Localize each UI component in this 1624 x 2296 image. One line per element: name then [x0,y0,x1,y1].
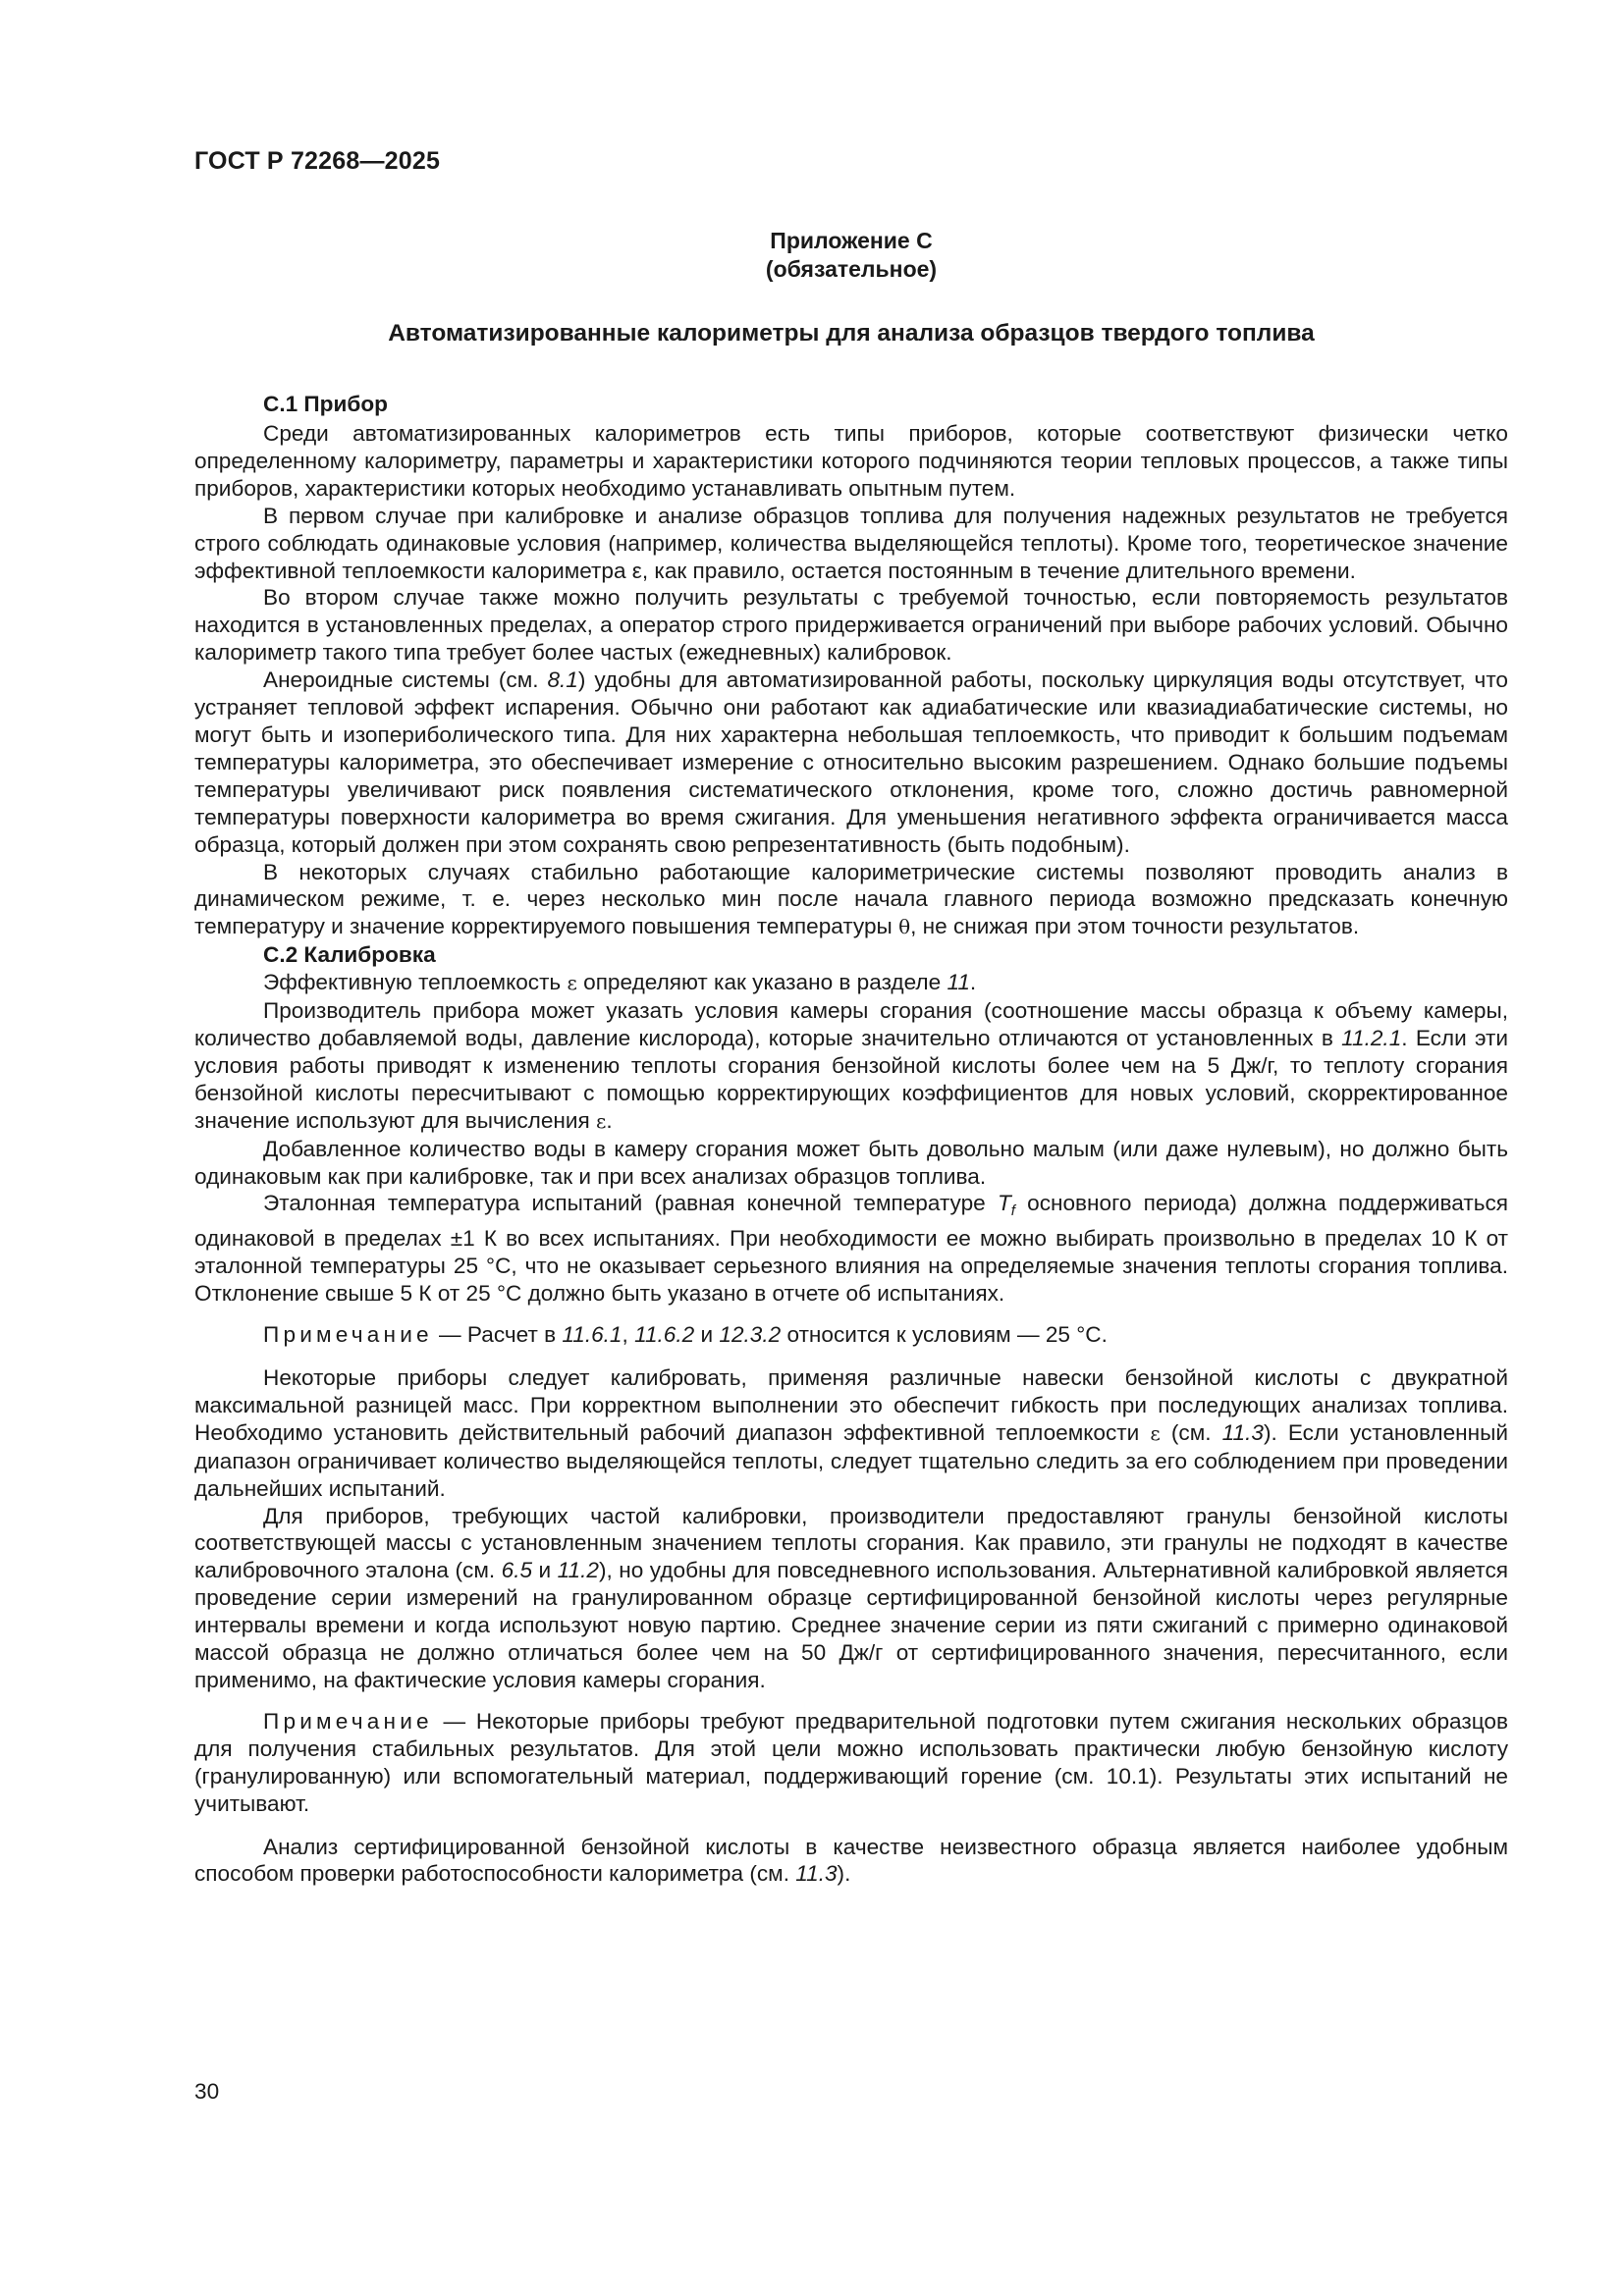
paragraph: Во втором случае также можно получить результаты с требуемой точностью, если повторяемость результатов находится в установленных пределах, а оператор строго придерживается ограничений при выборе рабочих условий. Обычно калориметр такого типа требует более частых (ежедневных) калибровок. [194,585,1508,666]
text-run: В некоторых случаях стабильно работающие калориметрические системы позволяют проводить анализ в динамическом режиме, т. е. через несколько мин после начала главного периода возможно предсказать конечную температуру и значение корректируемого повышения температуры [194,859,1508,939]
paragraph: Добавленное количество воды в камеру сгорания может быть довольно малым (или даже нулевым), но должно быть одинаковым как при калибровке, так и при всех анализах образцов топлива. [194,1136,1508,1189]
text-run: , [622,1322,635,1348]
text-run: . [606,1107,613,1133]
paragraph [194,1503,1508,1694]
document-body [194,391,1508,1888]
text-run: Производитель прибора может указать условия камеры сгорания (соотношение массы образца к объему камеры, количество добавляемой воды, давление кислорода), которые значительно отличаются от установленных в [194,998,1508,1051]
text-run: . [969,970,977,995]
paragraph [194,969,1508,997]
paragraph [194,667,1508,858]
text-run: ). Если установленный диапазон ограничивает количество выделяющейся теплоты, следует тщательно следить за его соблюдением при проведении дальнейших испытаний. [194,1419,1508,1501]
text-run: относится к условиям — 25 °С. [781,1322,1108,1348]
text-run: Некоторые приборы следует калибровать, применяя различные навески бензойной кислоты с двукратной максимальной разницей масс. При корректном выполнении это обеспечит гибкость при последующих анализах топлива. Необходимо установить действительный рабочий диапазон эффективной теплоемкости [194,1365,1508,1445]
text-run: Анализ сертифицированной бензойной кислоты в качестве неизвестного образца является наиболее удобным способом проверки работоспособности калориметра (см. [194,1834,1508,1887]
section-reference: 12.3.2 [719,1322,782,1348]
paragraph: Среди автоматизированных калориметров есть типы приборов, которые соответствуют физически четко определенному калориметру, параметры и характеристики которого подчиняются теории тепловых процессов, а также типы приборов, характеристики которых необходимо устанавливать опытным путем. [194,421,1508,501]
paragraph [194,1364,1508,1503]
section-reference: 11.2.1 [1341,1026,1402,1051]
section-reference: 11.2 [557,1558,599,1583]
temperature-subscript: f [1010,1202,1015,1220]
note [194,1708,1508,1818]
text-run: и [694,1322,720,1348]
section-reference: 6.5 [501,1558,533,1583]
section-reference: 11 [947,970,970,995]
text-run: ), но удобны для повседневного использования. Альтернативной калибровкой является проведение серии измерений на гранулированном образце сертифицированной бензойной кислоты через регулярные интервалы времени и когда используют новую партию. Среднее значение серии из пяти сжиганий с примерно одинаковой массой образца не должно отличаться более чем на 50 Дж/г от сертифицированного значения, пересчитанного, если применимо, на фактические условия камеры сгорания. [194,1558,1508,1692]
text-run: Для приборов, требующих частой калибровки, производители предоставляют гранулы бензойной кислоты соответствующей массы с установленным значением теплоты сгорания. Как правило, эти гранулы не подходят в качестве калибровочного эталона (см. [194,1503,1508,1583]
annex-status: (обязательное) [765,256,938,282]
temperature-symbol: T [997,1191,1011,1216]
note-label: Примечание [263,1708,433,1734]
text-run: ). [837,1861,851,1887]
text-run: , не снижая при этом точности результатов. [910,914,1360,939]
paragraph [194,1190,1508,1308]
epsilon-symbol: ε [1150,1420,1161,1445]
paragraph [194,859,1508,942]
text-run: Эффективную теплоемкость [263,970,568,995]
section-reference: 11.6.1 [562,1322,623,1348]
text-run: ) удобны для автоматизированной работы, поскольку циркуляция воды отсутствует, что устраняет тепловой эффект испарения. Обычно они работают как адиабатические или квазиадиабатические системы, но могут быть и изопериболического типа. Для них характерна небольшая теплоемкость, что приводит к большим подъемам температуры калориметра, это обеспечивает измерение с относительно высоким разрешением. Однако большие подъемы температуры увеличивают риск появления систематического отклонения, кроме того, сложно достичь равномерной температуры поверхности калориметра во время сжигания. Для уменьшения негативного эффекта ограничивается масса образца, который должен при этом сохранять свою репрезентативность (быть подобным). [194,667,1508,857]
text-run: — Расчет в [432,1322,563,1348]
note-label: Примечание [263,1322,433,1348]
annex-label: Приложение С [770,228,933,253]
section-reference: 8.1 [547,667,578,693]
epsilon-symbol: ε [567,971,577,995]
epsilon-symbol: ε [596,1108,607,1133]
theta-symbol: θ [898,915,911,939]
annex-header [194,227,1508,284]
document-code: ГОСТ Р 72268—2025 [194,147,441,175]
section-reference: 11.6.2 [634,1322,695,1348]
paragraph: В первом случае при калибровке и анализе образцов топлива для получения надежных результатов не требуется строго соблюдать одинаковые условия (например, количества выделяющейся теплоты). Кроме того, теоретическое значение эффективной теплоемкости калориметра ε, как правило, остается постоянным в течение длительного времени. [194,503,1508,583]
annex-title: Автоматизированные калориметры для анализа образцов твердого топлива [388,320,1315,347]
text-run: и [532,1558,558,1583]
section-heading-c2: С.2 Калибровка [263,942,436,968]
text-run: . Если эти условия работы приводят к изменению теплоты сгорания бензойной кислоты более чем на 5 Дж/г, то теплоту сгорания бензойной кислоты пересчитывают с помощью корректирующих коэффициентов для новых условий, скорректированное значение используют для вычисления [194,1026,1509,1133]
section-heading-c1: С.1 Прибор [263,392,388,416]
text-run: (см. [1160,1419,1222,1445]
section-reference: 11.3 [795,1861,838,1887]
note [194,1321,1508,1349]
section-reference: 11.3 [1221,1419,1264,1445]
text-run: основного периода) должна поддерживаться одинаковой в пределах ±1 К во всех испытаниях. При необходимости ее можно выбирать произвольно в пределах 10 К от эталонной температуры 25 °С, что не оказывает серьезного влияния на определяемые значения теплоты сгорания топлива. Отклонение свыше 5 К от 25 °С должно быть указано в отчете об испытаниях. [194,1191,1508,1307]
paragraph [194,997,1508,1136]
text-run: Эталонная температура испытаний (равная конечной температуре [263,1191,998,1216]
page-number: 30 [194,2079,220,2104]
text-run: Анероидные системы (см. [263,667,548,693]
paragraph [194,1834,1508,1889]
text-run: — Некоторые приборы требуют предварительной подготовки путем сжигания нескольких образцов для получения стабильных результатов. Для этой цели можно использовать практически любую бензойную кислоту (гранулированную) или вспомогательный материал, поддерживающий горение (см. 10.1). Результаты этих испытаний не учитывают. [194,1708,1508,1816]
text-run: определяют как указано в разделе [576,970,947,995]
